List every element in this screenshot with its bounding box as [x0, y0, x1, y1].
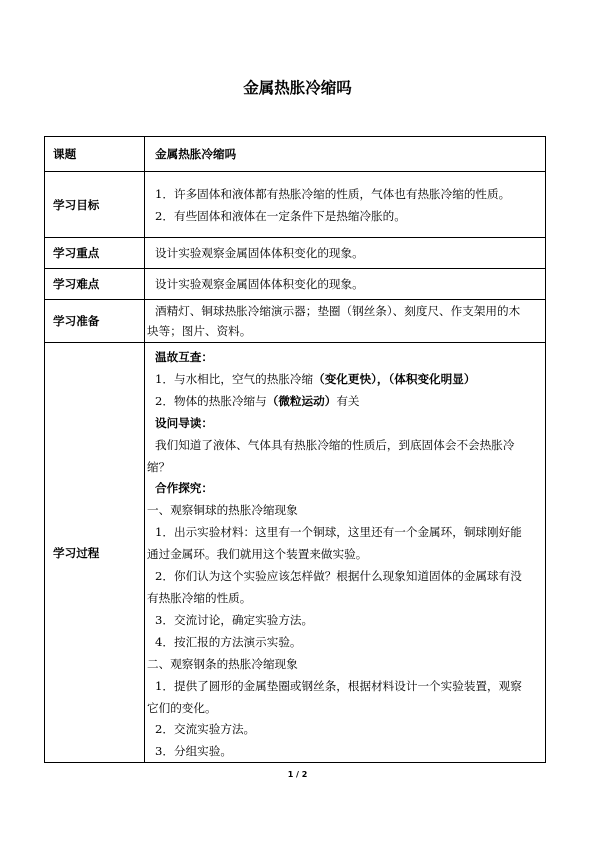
review-item-1-answer: （变化更快），（体积变化明显）	[313, 371, 476, 386]
difficulties-cell	[145, 269, 546, 300]
topic-cell	[145, 137, 546, 172]
explore-heading: 合作探究：	[155, 481, 213, 496]
objective-item-1: 1．许多固体和液体都有热胀冷缩的性质，气体也有热胀冷缩的性质。	[155, 186, 511, 201]
guide-line-1: 我们知道了液体、气体具有热胀冷缩的性质后，到底固体会不会热胀冷	[155, 437, 515, 452]
part1-step2-line-2: 有热胀冷缩的性质。	[147, 590, 252, 605]
row-preparation	[45, 300, 546, 343]
row-difficulties	[45, 269, 546, 300]
preparation-line-2: 块等；图片、资料。	[147, 324, 252, 338]
guide-heading: 设问导读：	[155, 415, 213, 430]
topic-value: 金属热胀冷缩吗	[155, 147, 237, 161]
row-key-points	[45, 238, 546, 269]
review-item-1	[147, 369, 545, 391]
lesson-plan-table	[44, 136, 546, 763]
page-number: 1 / 2	[287, 770, 308, 779]
objective-item-2: 2．有些固体和液体在一定条件下是热缩冷胀的。	[155, 208, 406, 223]
key-points-label: 学习重点	[45, 238, 145, 269]
key-points-cell	[145, 238, 546, 269]
part2-step2: 2．交流实验方法。	[155, 722, 256, 737]
process-label: 学习过程	[45, 343, 145, 763]
guide-line-2: 缩？	[147, 459, 171, 474]
part1-step1-line-1: 1．出示实验材料：这里有一个铜球，这里还有一个金属环，铜球刚好能	[155, 525, 522, 540]
preparation-cell	[145, 300, 546, 343]
review-item-2-answer: （微粒运动）	[266, 393, 337, 408]
preparation-label: 学习准备	[45, 300, 145, 343]
part1-step3: 3．交流讨论，确定实验方法。	[155, 612, 314, 627]
difficulties-value: 设计实验观察金属固体体积变化的现象。	[155, 277, 364, 291]
review-item-1-text: 1．与水相比，空气的热胀冷缩	[155, 371, 314, 386]
part2-heading: 二、观察钢条的热胀冷缩现象	[147, 656, 298, 671]
row-process	[45, 343, 546, 763]
review-heading: 温故互查：	[155, 350, 213, 364]
difficulties-label: 学习难点	[45, 269, 145, 300]
row-objectives	[45, 172, 546, 238]
row-topic	[45, 137, 546, 172]
key-points-value: 设计实验观察金属固体体积变化的现象。	[155, 246, 364, 260]
part1-step1-line-2: 通过金属环。我们就用这个装置来做实验。	[147, 547, 368, 562]
part2-step1-line-2: 它们的变化。	[147, 700, 217, 715]
part2-step1-line-1: 1．提供了圆形的金属垫圈或钢丝条，根据材料设计一个实验装置，观察	[155, 678, 522, 693]
review-item-2	[147, 391, 545, 413]
objectives-label: 学习目标	[45, 172, 145, 238]
objectives-cell	[145, 172, 546, 238]
topic-label: 课题	[45, 137, 145, 172]
part1-step4: 4．按汇报的方法演示实验。	[155, 634, 302, 649]
part1-step2-line-1: 2．你们认为这个实验应该怎样做？根据什么现象知道固体的金属球有没	[155, 569, 522, 584]
part1-heading: 一、观察铜球的热胀冷缩现象	[147, 503, 298, 518]
preparation-line-1: 酒精灯、铜球热胀冷缩演示器；垫圈（钢丝条）、刻度尺、作支架用的木	[155, 304, 521, 318]
page-title: 金属热胀冷缩吗	[243, 79, 352, 97]
part2-step3: 3．分组实验。	[155, 744, 232, 759]
process-cell	[145, 343, 546, 763]
review-item-2-text: 2．物体的热胀冷缩与	[155, 393, 267, 408]
review-item-2-tail: 有关	[336, 393, 360, 408]
